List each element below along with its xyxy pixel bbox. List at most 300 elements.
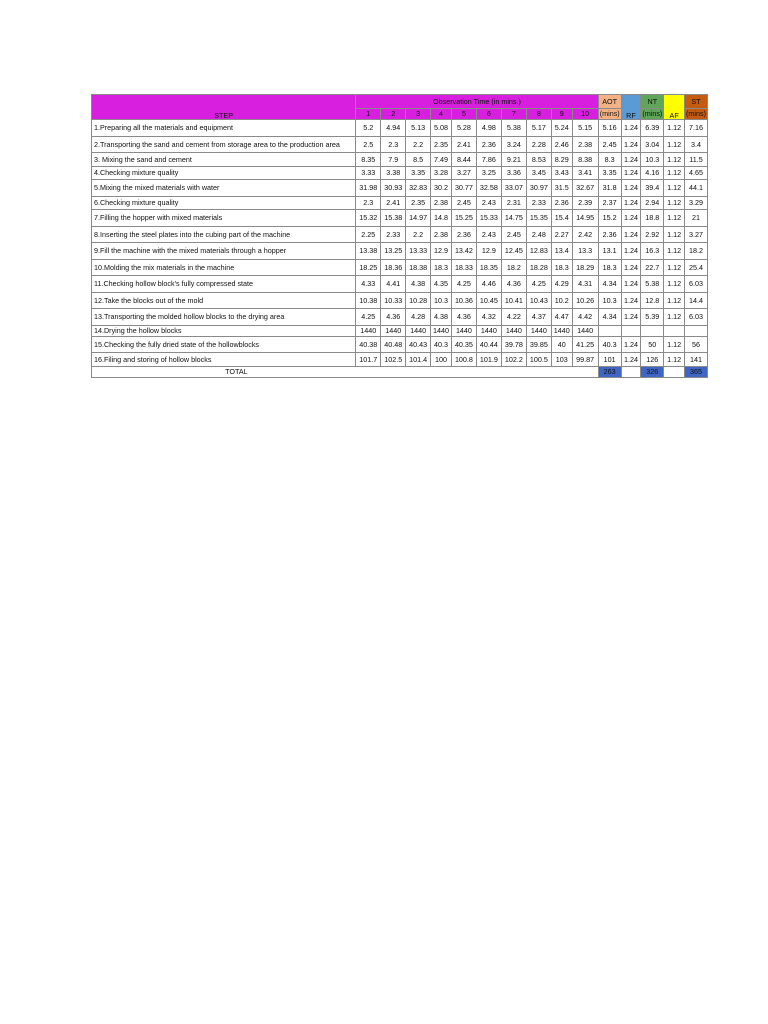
table-row [92,166,708,180]
table-row [92,196,708,210]
observation-cell[interactable]: 32.67 [572,180,598,197]
rf-cell[interactable]: 1.24 [621,120,641,137]
observation-time-header[interactable]: Observation Time (in mins.) [356,95,598,109]
af-cell[interactable]: 1.12 [664,210,685,227]
af-cell[interactable]: 1.12 [664,353,685,367]
st-cell[interactable]: 3.29 [685,196,708,210]
observation-cell[interactable]: 3.41 [572,166,598,180]
st-cell[interactable]: 44.1 [685,180,708,197]
observation-cell[interactable]: 2.33 [381,226,406,243]
observation-cell[interactable]: 13.42 [451,243,476,260]
observation-cell[interactable]: 14.97 [406,210,431,227]
af-cell[interactable]: 1.12 [664,120,685,137]
total-blank-cells[interactable] [381,366,599,377]
observation-cell[interactable]: 1440 [476,325,501,336]
observation-cell[interactable]: 5.08 [431,120,452,137]
aot-cell[interactable]: 31.8 [598,180,621,197]
observation-cell[interactable]: 4.22 [501,309,526,326]
total-rf-cell[interactable] [621,366,641,377]
observation-cell[interactable]: 2.38 [572,136,598,153]
step-cell[interactable]: 7.Filling the hopper with mixed materials [92,210,356,227]
observation-cell[interactable]: 5.15 [572,120,598,137]
observation-cell[interactable]: 1440 [356,325,381,336]
st-cell[interactable]: 11.5 [685,153,708,167]
observation-cell[interactable]: 8.53 [526,153,551,167]
step-cell[interactable]: 1.Preparing all the materials and equipment [92,120,356,137]
observation-cell[interactable]: 101.7 [356,353,381,367]
observation-cell[interactable]: 1440 [381,325,406,336]
observation-cell[interactable]: 40.38 [356,336,381,353]
observation-cell[interactable]: 4.36 [451,309,476,326]
nt-cell[interactable]: 16.3 [641,243,664,260]
observation-cell[interactable]: 31.5 [551,180,572,197]
observation-cell[interactable]: 101.4 [406,353,431,367]
aot-cell[interactable]: 18.3 [598,259,621,276]
st-cell[interactable] [685,325,708,336]
observation-cell[interactable]: 4.36 [501,276,526,293]
observation-cell[interactable]: 15.4 [551,210,572,227]
af-cell[interactable]: 1.12 [664,153,685,167]
observation-cell[interactable]: 2.43 [476,226,501,243]
observation-cell[interactable]: 5.38 [501,120,526,137]
observation-cell[interactable]: 8.5 [406,153,431,167]
observation-cell[interactable]: 2.27 [551,226,572,243]
rf-cell[interactable] [621,325,641,336]
rf-cell[interactable]: 1.24 [621,226,641,243]
aot-cell[interactable]: 13.1 [598,243,621,260]
aot-cell[interactable]: 2.37 [598,196,621,210]
observation-cell[interactable]: 4.94 [381,120,406,137]
observation-cell[interactable]: 4.46 [476,276,501,293]
observation-cell[interactable]: 18.33 [451,259,476,276]
aot-cell[interactable]: 4.34 [598,276,621,293]
observation-cell[interactable]: 5.24 [551,120,572,137]
table-row [92,353,708,367]
observation-cell[interactable]: 3.45 [526,166,551,180]
observation-cell[interactable]: 5.17 [526,120,551,137]
observation-cell[interactable]: 15.35 [526,210,551,227]
aot-unit-header[interactable]: (mins) [599,109,620,119]
observation-number-header[interactable]: 4 [431,109,452,120]
observation-cell[interactable]: 1440 [572,325,598,336]
observation-cell[interactable]: 18.28 [526,259,551,276]
st-cell[interactable]: 3.4 [685,136,708,153]
observation-cell[interactable]: 99.87 [572,353,598,367]
table-row [92,180,708,197]
nt-cell[interactable]: 18.8 [641,210,664,227]
observation-cell[interactable]: 18.35 [476,259,501,276]
observation-number-header[interactable]: 5 [451,109,476,120]
rf-cell[interactable]: 1.24 [621,166,641,180]
observation-cell[interactable]: 18.2 [501,259,526,276]
observation-cell[interactable]: 1440 [501,325,526,336]
rf-cell[interactable]: 1.24 [621,292,641,309]
aot-header[interactable]: AOT [598,95,621,109]
observation-cell[interactable]: 4.28 [406,309,431,326]
observation-number-header[interactable]: 1 [356,109,381,120]
aot-cell[interactable]: 40.3 [598,336,621,353]
observation-number-header[interactable]: 2 [381,109,406,120]
observation-cell[interactable]: 3.36 [501,166,526,180]
rf-cell[interactable]: 1.24 [621,210,641,227]
observation-cell[interactable]: 4.35 [431,276,452,293]
nt-cell[interactable]: 10.3 [641,153,664,167]
observation-cell[interactable]: 18.25 [356,259,381,276]
af-cell[interactable]: 1.12 [664,196,685,210]
observation-cell[interactable]: 39.78 [501,336,526,353]
observation-cell[interactable]: 13.3 [572,243,598,260]
observation-cell[interactable]: 2.39 [572,196,598,210]
observation-cell[interactable]: 4.41 [381,276,406,293]
observation-cell[interactable]: 2.41 [451,136,476,153]
observation-cell[interactable]: 5.13 [406,120,431,137]
observation-cell[interactable]: 18.29 [572,259,598,276]
observation-cell[interactable]: 10.36 [451,292,476,309]
rf-cell[interactable]: 1.24 [621,309,641,326]
st-cell[interactable]: 141 [685,353,708,367]
step-cell[interactable]: 10.Molding the mix materials in the machine [92,259,356,276]
nt-header[interactable]: NT [641,95,664,109]
observation-cell[interactable]: 12.83 [526,243,551,260]
step-column-header[interactable]: STEP [92,95,356,120]
observation-cell[interactable]: 40.44 [476,336,501,353]
observation-cell[interactable]: 3.35 [406,166,431,180]
observation-cell[interactable]: 1440 [526,325,551,336]
observation-number-header[interactable]: 8 [526,109,551,120]
observation-cell[interactable]: 102.2 [501,353,526,367]
st-cell[interactable]: 3.27 [685,226,708,243]
af-cell[interactable]: 1.12 [664,226,685,243]
observation-cell[interactable]: 40.35 [451,336,476,353]
observation-cell[interactable]: 2.36 [476,136,501,153]
observation-cell[interactable]: 2.28 [526,136,551,153]
af-cell[interactable]: 1.12 [664,243,685,260]
observation-cell[interactable]: 40 [551,336,572,353]
observation-cell[interactable]: 2.35 [406,196,431,210]
observation-cell[interactable]: 103 [551,353,572,367]
af-cell[interactable]: 1.12 [664,336,685,353]
observation-cell[interactable]: 10.45 [476,292,501,309]
observation-cell[interactable]: 13.4 [551,243,572,260]
step-cell[interactable]: 12.Take the blocks out of the mold [92,292,356,309]
rf-cell[interactable]: 1.24 [621,243,641,260]
observation-cell[interactable]: 15.38 [381,210,406,227]
step-cell[interactable]: 11.Checking hollow block's fully compressed state [92,276,356,293]
observation-cell[interactable]: 10.38 [356,292,381,309]
observation-cell[interactable]: 12.9 [431,243,452,260]
observation-cell[interactable]: 4.25 [526,276,551,293]
observation-number-header[interactable]: 6 [476,109,501,120]
af-cell[interactable]: 1.12 [664,309,685,326]
observation-cell[interactable]: 30.93 [381,180,406,197]
step-cell[interactable]: 8.Inserting the steel plates into the cubing part of the machine [92,226,356,243]
nt-cell[interactable]: 6.39 [641,120,664,137]
observation-cell[interactable]: 30.77 [451,180,476,197]
st-cell[interactable]: 6.03 [685,309,708,326]
st-cell[interactable]: 25.4 [685,259,708,276]
observation-cell[interactable]: 5.28 [451,120,476,137]
table-row [92,325,708,336]
observation-cell[interactable]: 100.8 [451,353,476,367]
nt-cell[interactable]: 50 [641,336,664,353]
aot-cell[interactable]: 4.34 [598,309,621,326]
observation-cell[interactable]: 2.5 [356,136,381,153]
observation-cell[interactable]: 2.43 [476,196,501,210]
observation-cell[interactable]: 4.47 [551,309,572,326]
step-cell[interactable]: 2.Transporting the sand and cement from storage area to the production area [92,136,356,153]
observation-cell[interactable]: 13.38 [356,243,381,260]
observation-cell[interactable]: 32.83 [406,180,431,197]
nt-unit-header[interactable]: (mins) [642,109,663,119]
observation-cell[interactable]: 4.37 [526,309,551,326]
observation-cell[interactable]: 18.3 [551,259,572,276]
nt-cell[interactable] [641,325,664,336]
observation-cell[interactable]: 18.3 [431,259,452,276]
step-cell[interactable]: 6.Checking mixture quality [92,196,356,210]
rf-cell[interactable]: 1.24 [621,180,641,197]
aot-cell[interactable]: 15.2 [598,210,621,227]
observation-cell[interactable]: 12.45 [501,243,526,260]
observation-cell[interactable]: 40.43 [406,336,431,353]
af-header[interactable]: AF [664,95,685,120]
observation-cell[interactable]: 1440 [431,325,452,336]
observation-cell[interactable]: 1440 [451,325,476,336]
rf-cell[interactable]: 1.24 [621,136,641,153]
observation-cell[interactable]: 10.43 [526,292,551,309]
aot-cell[interactable] [598,325,621,336]
observation-cell[interactable]: 10.41 [501,292,526,309]
observation-cell[interactable]: 40.3 [431,336,452,353]
observation-cell[interactable]: 100 [431,353,452,367]
observation-cell[interactable]: 8.35 [356,153,381,167]
observation-cell[interactable]: 10.33 [381,292,406,309]
observation-cell[interactable]: 18.38 [406,259,431,276]
observation-cell[interactable]: 8.38 [572,153,598,167]
st-cell[interactable]: 4.65 [685,166,708,180]
observation-cell[interactable]: 3.43 [551,166,572,180]
observation-cell[interactable]: 9.21 [501,153,526,167]
st-cell[interactable]: 7.16 [685,120,708,137]
observation-cell[interactable]: 8.29 [551,153,572,167]
observation-cell[interactable]: 2.48 [526,226,551,243]
observation-cell[interactable]: 31.98 [356,180,381,197]
aot-cell[interactable]: 8.3 [598,153,621,167]
observation-cell[interactable]: 2.36 [551,196,572,210]
observation-cell[interactable]: 2.45 [451,196,476,210]
observation-cell[interactable]: 1440 [406,325,431,336]
af-cell[interactable] [664,325,685,336]
observation-cell[interactable]: 2.38 [431,226,452,243]
observation-cell[interactable]: 3.27 [451,166,476,180]
observation-cell[interactable]: 10.28 [406,292,431,309]
observation-cell[interactable]: 4.38 [406,276,431,293]
observation-cell[interactable]: 14.95 [572,210,598,227]
nt-cell[interactable]: 5.39 [641,309,664,326]
observation-cell[interactable]: 41.25 [572,336,598,353]
observation-cell[interactable]: 4.32 [476,309,501,326]
observation-cell[interactable]: 30.2 [431,180,452,197]
total-nt-cell[interactable]: 326 [641,366,664,377]
observation-cell[interactable]: 1440 [551,325,572,336]
observation-cell[interactable]: 10.2 [551,292,572,309]
table-row [92,120,708,137]
af-cell[interactable]: 1.12 [664,292,685,309]
observation-cell[interactable]: 7.86 [476,153,501,167]
observation-cell[interactable]: 10.3 [431,292,452,309]
time-study-spreadsheet [91,94,708,378]
aot-cell[interactable]: 101 [598,353,621,367]
rf-cell[interactable]: 1.24 [621,276,641,293]
table-row [92,309,708,326]
total-label[interactable]: TOTAL [92,366,381,377]
nt-cell[interactable]: 22.7 [641,259,664,276]
table-row [92,276,708,293]
step-cell[interactable]: 9.Fill the machine with the mixed materials through a hopper [92,243,356,260]
table-row [92,210,708,227]
rf-cell[interactable]: 1.24 [621,259,641,276]
observation-cell[interactable]: 3.33 [356,166,381,180]
step-cell[interactable]: 5.Mixing the mixed materials with water [92,180,356,197]
observation-cell[interactable]: 2.2 [406,226,431,243]
total-af-cell[interactable] [664,366,685,377]
observation-cell[interactable]: 2.41 [381,196,406,210]
observation-cell[interactable]: 102.5 [381,353,406,367]
observation-cell[interactable]: 4.31 [572,276,598,293]
nt-cell[interactable]: 2.94 [641,196,664,210]
nt-cell[interactable]: 2.92 [641,226,664,243]
nt-cell[interactable]: 39.4 [641,180,664,197]
aot-cell[interactable]: 10.3 [598,292,621,309]
step-cell[interactable]: 13.Transporting the molded hollow blocks to the drying area [92,309,356,326]
table-row [92,292,708,309]
table-row [92,336,708,353]
observation-cell[interactable]: 3.24 [501,136,526,153]
observation-cell[interactable]: 18.36 [381,259,406,276]
observation-cell[interactable]: 3.28 [431,166,452,180]
observation-cell[interactable]: 12.9 [476,243,501,260]
aot-cell[interactable]: 5.16 [598,120,621,137]
observation-cell[interactable]: 3.38 [381,166,406,180]
af-cell[interactable]: 1.12 [664,166,685,180]
observation-cell[interactable]: 15.33 [476,210,501,227]
rf-cell[interactable]: 1.24 [621,153,641,167]
observation-number-header[interactable]: 9 [551,109,572,120]
af-cell[interactable]: 1.12 [664,259,685,276]
st-cell[interactable]: 14.4 [685,292,708,309]
observation-cell[interactable]: 7.9 [381,153,406,167]
observation-cell[interactable]: 4.25 [356,309,381,326]
observation-cell[interactable]: 13.25 [381,243,406,260]
observation-cell[interactable]: 33.07 [501,180,526,197]
aot-cell[interactable]: 3.35 [598,166,621,180]
observation-cell[interactable]: 4.33 [356,276,381,293]
st-cell[interactable]: 18.2 [685,243,708,260]
observation-cell[interactable]: 2.42 [572,226,598,243]
observation-cell[interactable]: 4.98 [476,120,501,137]
observation-cell[interactable]: 15.32 [356,210,381,227]
rf-header[interactable]: RF [621,95,641,120]
observation-cell[interactable]: 2.38 [431,196,452,210]
nt-cell[interactable]: 12.8 [641,292,664,309]
table-body [92,120,708,367]
step-cell[interactable]: 3. Mixing the sand and cement [92,153,356,167]
observation-cell[interactable]: 5.2 [356,120,381,137]
observation-number-header[interactable]: 7 [501,109,526,120]
total-aot-cell[interactable]: 263 [598,366,621,377]
observation-cell[interactable]: 39.85 [526,336,551,353]
observation-cell[interactable]: 4.36 [381,309,406,326]
observation-cell[interactable]: 13.33 [406,243,431,260]
observation-cell[interactable]: 2.3 [381,136,406,153]
af-cell[interactable]: 1.12 [664,180,685,197]
observation-cell[interactable]: 2.35 [431,136,452,153]
st-cell[interactable]: 56 [685,336,708,353]
observation-cell[interactable]: 2.45 [501,226,526,243]
step-cell[interactable]: 15.Checking the fully dried state of the hollowblocks [92,336,356,353]
table-row [92,259,708,276]
st-cell[interactable]: 21 [685,210,708,227]
rf-cell[interactable]: 1.24 [621,336,641,353]
observation-cell[interactable]: 3.25 [476,166,501,180]
total-row [92,366,708,377]
observation-cell[interactable]: 2.46 [551,136,572,153]
step-cell[interactable]: 14.Drying the hollow blocks [92,325,356,336]
af-cell[interactable]: 1.12 [664,136,685,153]
aot-cell[interactable]: 2.45 [598,136,621,153]
observation-cell[interactable]: 100.5 [526,353,551,367]
observation-cell[interactable]: 4.29 [551,276,572,293]
nt-cell[interactable]: 3.04 [641,136,664,153]
observation-cell[interactable]: 7.49 [431,153,452,167]
af-cell[interactable]: 1.12 [664,276,685,293]
observation-cell[interactable]: 2.2 [406,136,431,153]
observation-cell[interactable]: 10.26 [572,292,598,309]
observation-cell[interactable]: 32.58 [476,180,501,197]
observation-number-header[interactable]: 3 [406,109,431,120]
nt-cell[interactable]: 126 [641,353,664,367]
observation-cell[interactable]: 4.25 [451,276,476,293]
observation-cell[interactable]: 2.31 [501,196,526,210]
observation-cell[interactable]: 101.9 [476,353,501,367]
nt-cell[interactable]: 4.16 [641,166,664,180]
observation-cell[interactable]: 2.3 [356,196,381,210]
observation-cell[interactable]: 2.25 [356,226,381,243]
step-cell[interactable]: 4.Checking mixture quality [92,166,356,180]
nt-cell[interactable]: 5.38 [641,276,664,293]
rf-cell[interactable]: 1.24 [621,196,641,210]
observation-cell[interactable]: 2.36 [451,226,476,243]
observation-cell[interactable]: 4.38 [431,309,452,326]
observation-cell[interactable]: 15.25 [451,210,476,227]
observation-number-header[interactable]: 10 [572,109,598,120]
observation-cell[interactable]: 4.42 [572,309,598,326]
observation-cell[interactable]: 14.75 [501,210,526,227]
observation-cell[interactable]: 8.44 [451,153,476,167]
table-row [92,136,708,153]
step-cell[interactable]: 16.Filing and storing of hollow blocks [92,353,356,367]
aot-cell[interactable]: 2.36 [598,226,621,243]
observation-cell[interactable]: 40.48 [381,336,406,353]
observation-cell[interactable]: 14.8 [431,210,452,227]
observation-cell[interactable]: 30.97 [526,180,551,197]
total-st-cell[interactable]: 365 [685,366,708,377]
observation-cell[interactable]: 2.33 [526,196,551,210]
header-row-1 [92,95,708,109]
st-cell[interactable]: 6.03 [685,276,708,293]
st-header[interactable]: ST [685,95,708,109]
rf-cell[interactable]: 1.24 [621,353,641,367]
st-unit-header[interactable]: (mins) [686,109,706,119]
